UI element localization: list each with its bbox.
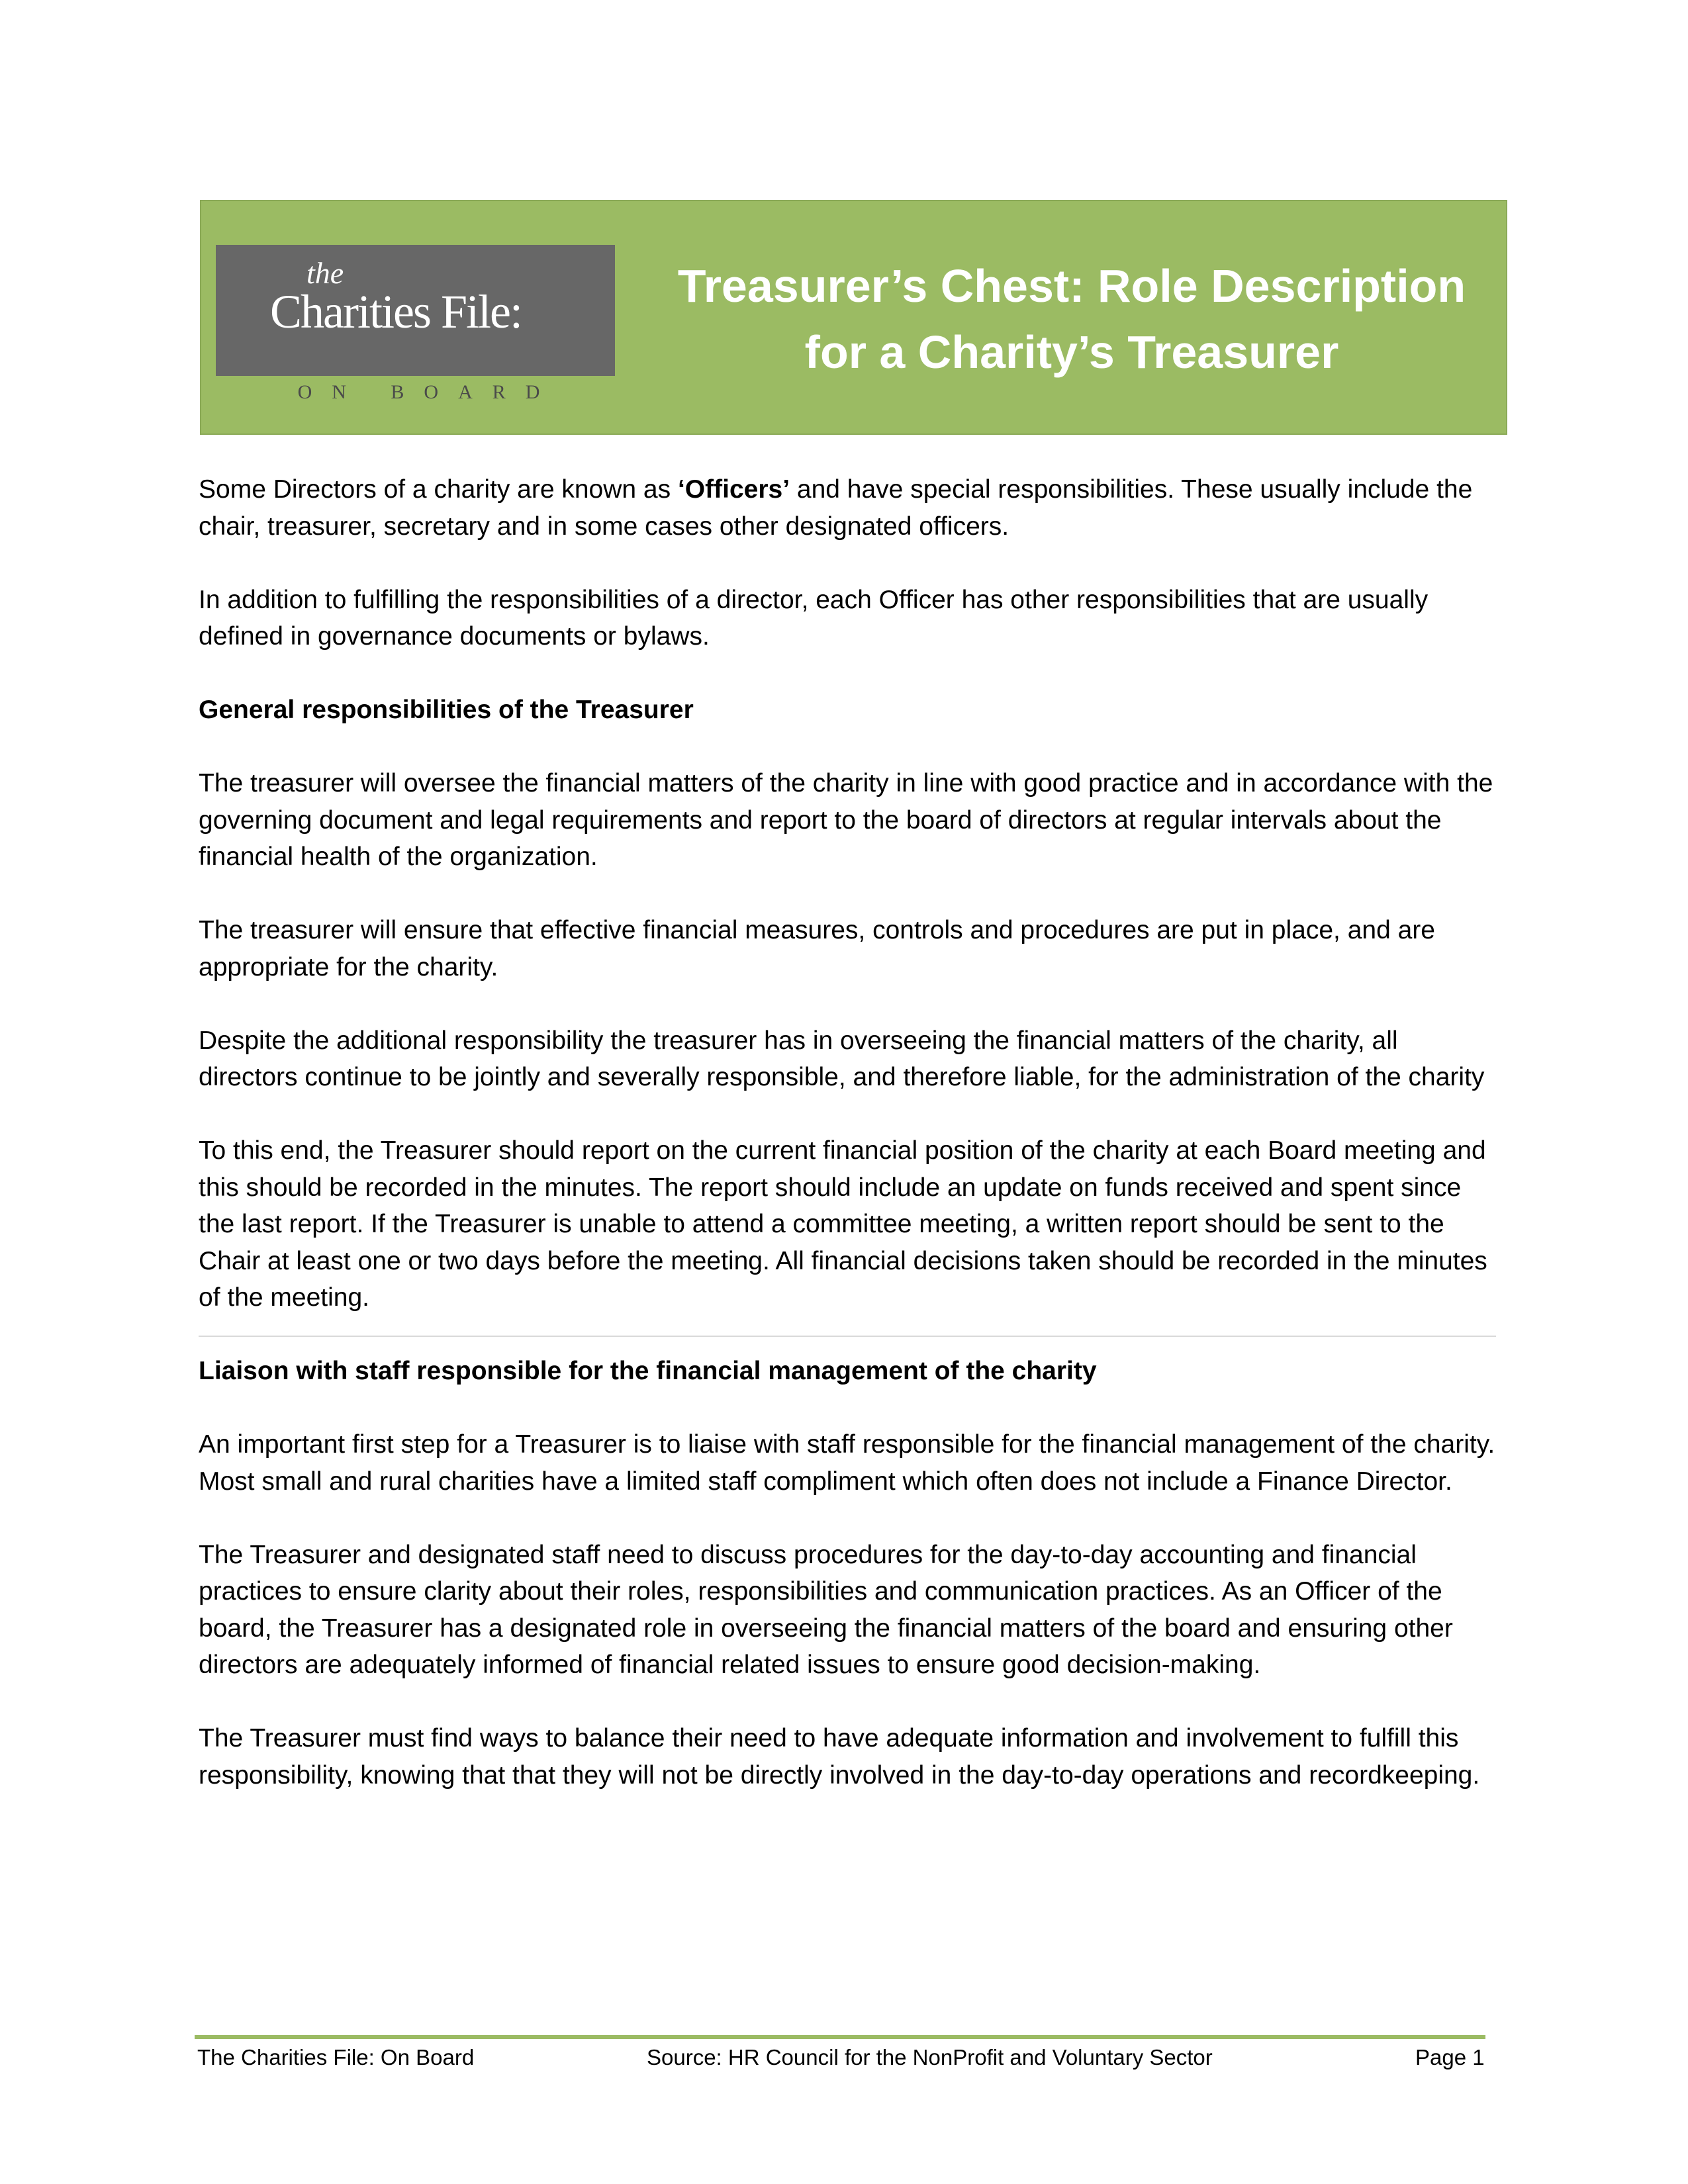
title-line-1: Treasurer’s Chest: Role Description [677, 260, 1466, 312]
charities-file-logo [216, 245, 615, 376]
paragraph-procedures: The Treasurer and designated staff need to discuss procedures for the day-to-day accounting and financial practices to ensure clarity about their roles, responsibilities and communication practices. As an Officer of the board, the Treasurer has a designated role in overseeing the financial matters of the board and ensuring other directors are adequately informed of financial related issues to ensure good decision-making. [199, 1540, 1453, 1679]
header-banner [200, 200, 1507, 435]
logo-name-text: Charities File: [270, 285, 522, 338]
paragraph-first-step: An important first step for a Treasurer is to liaise with staff responsible for the financial management of the charity. Most small and rural charities have a limited staff compliment which often does not include a Finance Director. [199, 1430, 1495, 1496]
footer-source: Source: HR Council for the NonProfit and Voluntary Sector [647, 2045, 1213, 2070]
section-heading-liaison: Liaison with staff responsible for the financial management of the charity [199, 1357, 1097, 1385]
paragraph-text: Some Directors of a charity are known as [199, 475, 678, 504]
document-title [638, 253, 1505, 385]
paragraph-additional: In addition to fulfilling the responsibilities of a director, each Officer has other responsibilities that are usually defined in governance documents or bylaws. [199, 585, 1429, 651]
footer-publication: The Charities File: On Board [197, 2045, 475, 2070]
section-divider [199, 1336, 1496, 1337]
officers-term: ‘Officers’ [677, 475, 790, 504]
paragraph-text: and have special responsibilities. These usually include the chair, treasurer, secretary and in some cases other designated officers. [199, 475, 1473, 541]
paragraph-balance: The Treasurer must find ways to balance their need to have adequate information and involvement to fulfill this responsibility, knowing that that they will not be directly involved in the day-to-day operations and recordkeeping. [199, 1724, 1480, 1790]
title-line-2: for a Charity’s Treasurer [804, 326, 1339, 378]
paragraph-officers [199, 471, 1496, 545]
paragraph-reporting: To this end, the Treasurer should report on the current financial position of the charity at each Board meeting and this should be recorded in the minutes. The report should include an update on funds received and spent since the last report. If the Treasurer is unable to attend a committee meeting, a written report should be sent to the Chair at least one or two days before the meeting. All financial decisions taken should be recorded in the minutes of the meeting. [199, 1136, 1487, 1312]
logo-subtitle: ON BOARD [297, 381, 560, 403]
logo-the-text: the [306, 256, 344, 290]
paragraph-oversee: The treasurer will oversee the financial matters of the charity in line with good practice and in accordance with the governing document and legal requirements and report to the board of directors at regular intervals about the financial health of the organization. [199, 769, 1493, 871]
paragraph-measures: The treasurer will ensure that effective financial measures, controls and procedures are put in place, and are appropriate for the charity. [199, 916, 1435, 981]
paragraph-liability: Despite the additional responsibility the treasurer has in overseeing the financial matters of the charity, all directors continue to be jointly and severally responsible, and therefore liable, for the administration of the charity [199, 1026, 1485, 1091]
footer-page-number: Page 1 [1415, 2045, 1485, 2070]
document-body [199, 471, 1496, 1831]
footer-rule [195, 2035, 1485, 2039]
section-heading-general: General responsibilities of the Treasurer [199, 696, 694, 724]
